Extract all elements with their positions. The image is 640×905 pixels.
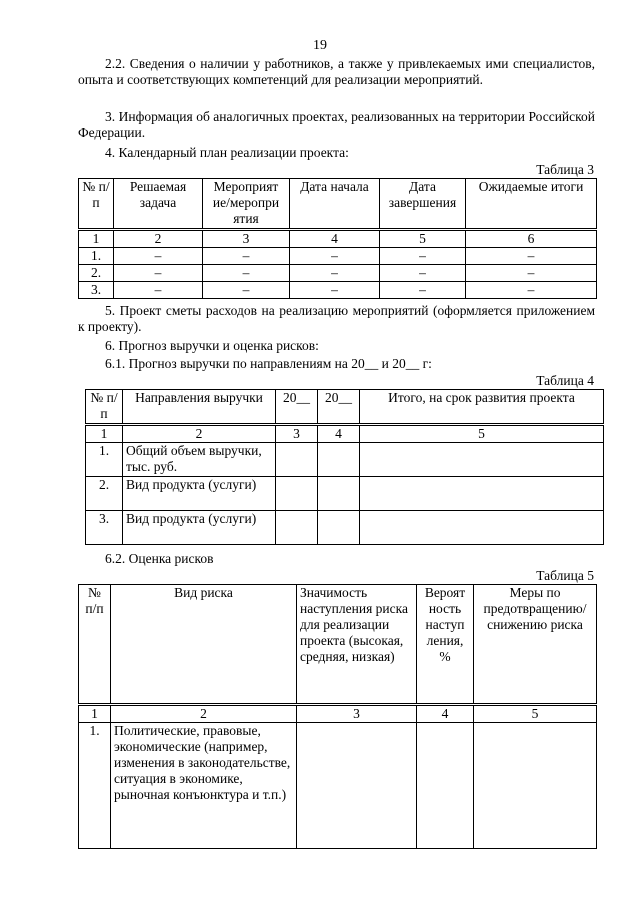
- table-header-row: [79, 585, 597, 705]
- header-cell: 20__: [318, 390, 360, 425]
- header-cell: Вероят ность наступ ления, %: [417, 585, 474, 705]
- paragraph-2-2: 2.2. Сведения о наличии у работников, а также у привлекаемых ими специалистов, опыта и соответствующих компетенций для реализации мероприятий.: [78, 56, 595, 87]
- table-row: [86, 511, 604, 545]
- column-number-row: [79, 705, 597, 723]
- table-row: [79, 282, 597, 299]
- header-cell: Значимость наступления риска для реализации проекта (высокая, средняя, низкая): [297, 585, 417, 705]
- header-cell: 20__: [276, 390, 318, 425]
- paragraph-6-2: 6.2. Оценка рисков: [105, 551, 214, 566]
- table-4-revenue-forecast: [85, 389, 604, 545]
- cell: –: [203, 248, 290, 265]
- table-row: [79, 248, 597, 265]
- cell: [276, 511, 318, 545]
- cell: [297, 723, 417, 849]
- cell: [318, 443, 360, 477]
- cell: –: [380, 265, 466, 282]
- column-number: 4: [290, 230, 380, 248]
- table-5-risk-assessment: [78, 584, 597, 849]
- table-row: [86, 477, 604, 511]
- cell: 1.: [79, 248, 114, 265]
- header-cell: Вид риска: [111, 585, 297, 705]
- column-number-row: [86, 425, 604, 443]
- cell: –: [466, 265, 597, 282]
- column-number: 1: [79, 705, 111, 723]
- table-row: [86, 443, 604, 477]
- cell: 2.: [86, 477, 123, 511]
- cell: –: [114, 265, 203, 282]
- column-number: 4: [417, 705, 474, 723]
- column-number: 1: [79, 230, 114, 248]
- header-cell: Решаемая задача: [114, 179, 203, 230]
- header-cell: № п/п: [79, 585, 111, 705]
- header-cell: Ожидаемые итоги: [466, 179, 597, 230]
- cell: [474, 723, 597, 849]
- cell: –: [203, 265, 290, 282]
- paragraph-3: 3. Информация об аналогичных проектах, реализованных на территории Российской Федерации.: [78, 109, 595, 140]
- column-number: 6: [466, 230, 597, 248]
- cell: –: [380, 248, 466, 265]
- cell: –: [114, 248, 203, 265]
- cell: Политические, правовые, экономические (например, изменения в законодательстве, ситуация в экономике, рыночная конъюнктура и т.п.): [111, 723, 297, 849]
- table-header-row: [86, 390, 604, 425]
- cell: [276, 477, 318, 511]
- column-number: 3: [276, 425, 318, 443]
- header-cell: Итого, на срок развития проекта: [360, 390, 604, 425]
- table-row: [79, 265, 597, 282]
- paragraph-6: 6. Прогноз выручки и оценка рисков:: [105, 338, 319, 353]
- cell: [360, 511, 604, 545]
- table-4-caption: Таблица 4: [536, 373, 594, 388]
- cell: –: [114, 282, 203, 299]
- cell: –: [290, 248, 380, 265]
- paragraph-4: 4. Календарный план реализации проекта:: [105, 145, 349, 160]
- column-number: 1: [86, 425, 123, 443]
- cell: –: [380, 282, 466, 299]
- column-number: 5: [360, 425, 604, 443]
- column-number-row: [79, 230, 597, 248]
- column-number: 4: [318, 425, 360, 443]
- page-number: 19: [313, 38, 327, 53]
- header-cell: Мероприят ие/меропри ятия: [203, 179, 290, 230]
- table-5-caption: Таблица 5: [536, 568, 594, 583]
- cell: 1.: [86, 443, 123, 477]
- cell: –: [466, 282, 597, 299]
- column-number: 3: [297, 705, 417, 723]
- cell: Вид продукта (услуги): [123, 511, 276, 545]
- cell: Общий объем выручки, тыс. руб.: [123, 443, 276, 477]
- column-number: 5: [474, 705, 597, 723]
- header-cell: Дата завершения: [380, 179, 466, 230]
- cell: 3.: [79, 282, 114, 299]
- cell: Вид продукта (услуги): [123, 477, 276, 511]
- column-number: 3: [203, 230, 290, 248]
- cell: [276, 443, 318, 477]
- cell: –: [290, 282, 380, 299]
- header-cell: Направления выручки: [123, 390, 276, 425]
- cell: 2.: [79, 265, 114, 282]
- cell: [417, 723, 474, 849]
- header-cell: № п/п: [79, 179, 114, 230]
- cell: [360, 443, 604, 477]
- column-number: 5: [380, 230, 466, 248]
- paragraph-5: 5. Проект сметы расходов на реализацию мероприятий (оформляется приложением к проекту).: [78, 303, 595, 334]
- table-header-row: [79, 179, 597, 230]
- column-number: 2: [123, 425, 276, 443]
- cell: [360, 477, 604, 511]
- header-cell: № п/п: [86, 390, 123, 425]
- column-number: 2: [114, 230, 203, 248]
- cell: –: [466, 248, 597, 265]
- column-number: 2: [111, 705, 297, 723]
- cell: –: [203, 282, 290, 299]
- header-cell: Дата начала: [290, 179, 380, 230]
- cell: –: [290, 265, 380, 282]
- table-row: [79, 723, 597, 849]
- header-cell: Меры по предотвращению/ снижению риска: [474, 585, 597, 705]
- paragraph-6-1: 6.1. Прогноз выручки по направлениям на 20__ и 20__ г:: [105, 356, 432, 371]
- table-3-caption: Таблица 3: [536, 162, 594, 177]
- cell: [318, 477, 360, 511]
- cell: [318, 511, 360, 545]
- table-3-calendar-plan: [78, 178, 597, 299]
- cell: 3.: [86, 511, 123, 545]
- cell: 1.: [79, 723, 111, 849]
